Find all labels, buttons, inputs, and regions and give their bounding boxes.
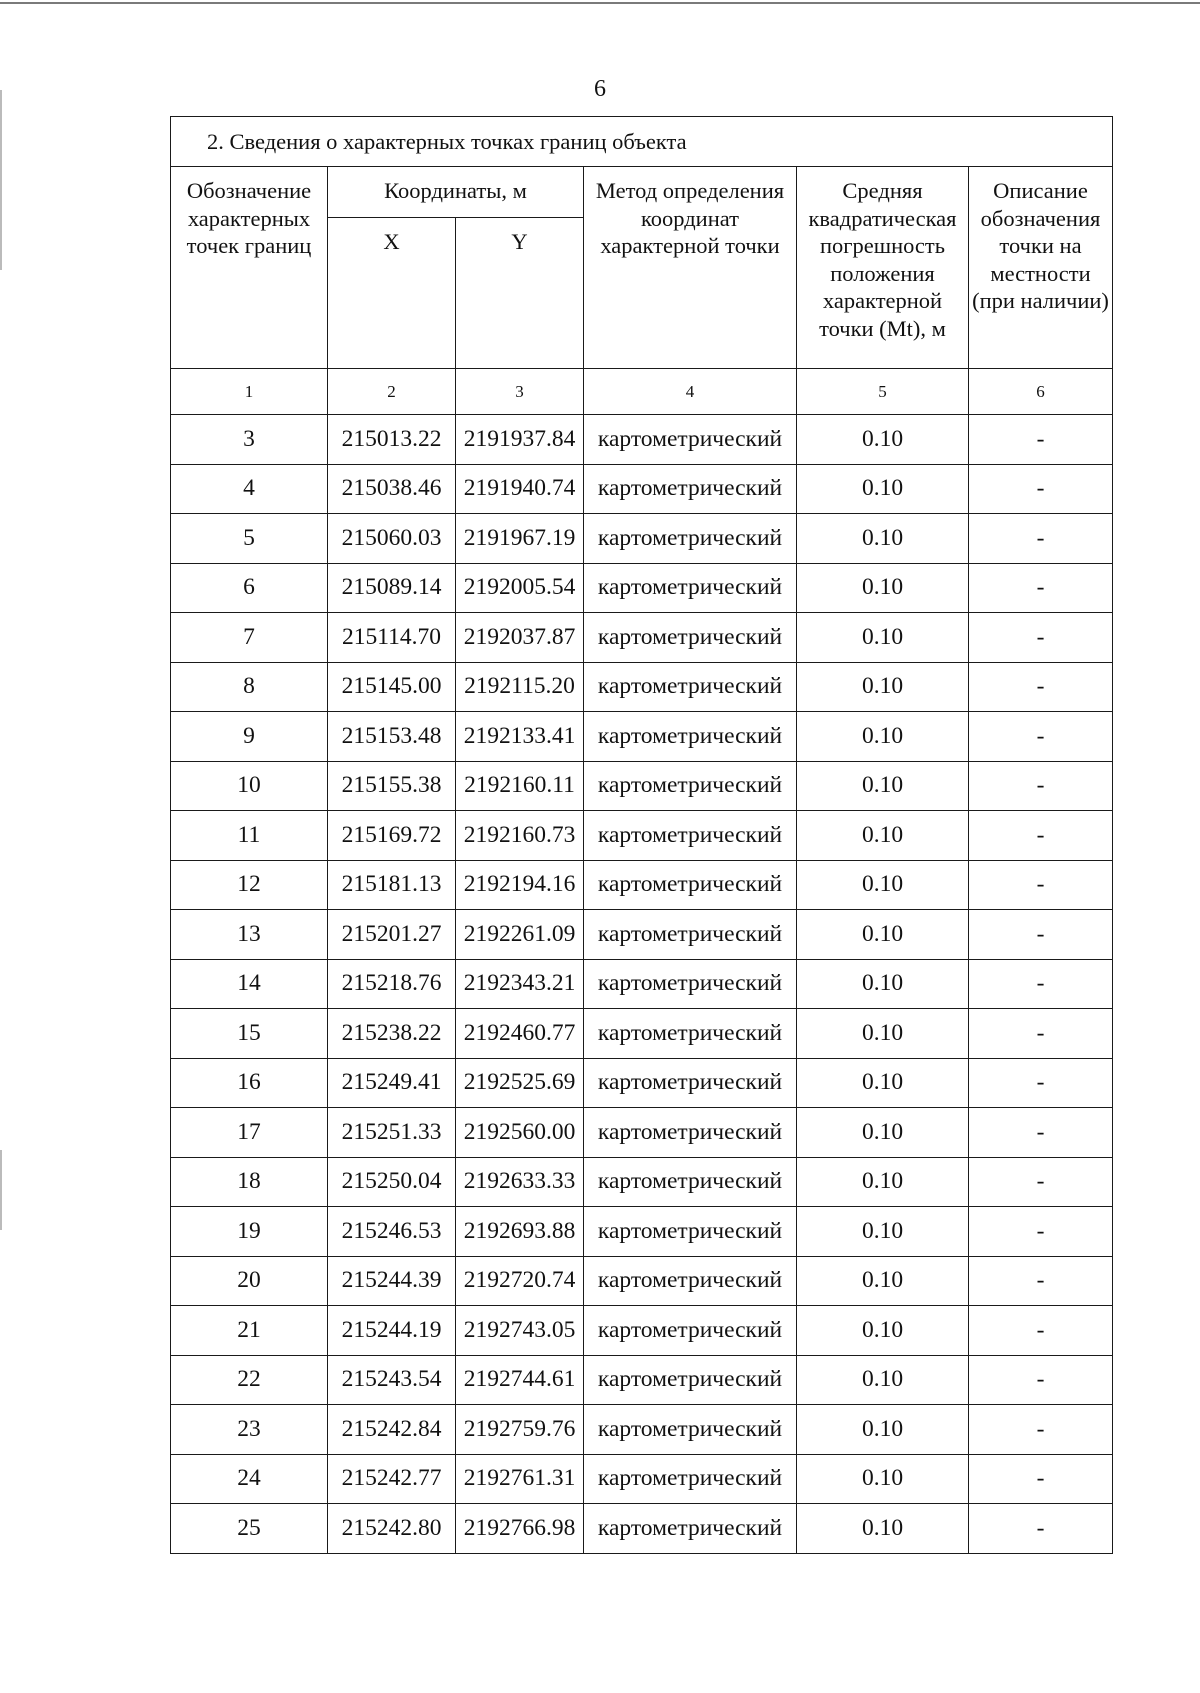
cell-method: картометрический: [584, 959, 797, 1009]
cell-x: 215238.22: [328, 1009, 456, 1059]
cell-method: картометрический: [584, 712, 797, 762]
header-coords: Координаты, м: [328, 167, 584, 218]
cell-description: -: [969, 1108, 1113, 1158]
cell-description: -: [969, 662, 1113, 712]
cell-method: картометрический: [584, 1355, 797, 1405]
cell-description: -: [969, 910, 1113, 960]
cell-method: картометрический: [584, 563, 797, 613]
cell-error: 0.10: [797, 464, 969, 514]
column-number: 1: [171, 369, 328, 415]
cell-point: 15: [171, 1009, 328, 1059]
cell-point: 14: [171, 959, 328, 1009]
cell-y: 2191940.74: [456, 464, 584, 514]
cell-point: 23: [171, 1405, 328, 1455]
table-row: [171, 1405, 1113, 1455]
cell-description: -: [969, 415, 1113, 465]
cell-x: 215013.22: [328, 415, 456, 465]
cell-description: -: [969, 1207, 1113, 1257]
cell-error: 0.10: [797, 662, 969, 712]
column-number: 6: [969, 369, 1113, 415]
cell-error: 0.10: [797, 1405, 969, 1455]
cell-method: картометрический: [584, 613, 797, 663]
cell-method: картометрический: [584, 514, 797, 564]
cell-description: -: [969, 464, 1113, 514]
cell-error: 0.10: [797, 860, 969, 910]
cell-point: 17: [171, 1108, 328, 1158]
cell-x: 215089.14: [328, 563, 456, 613]
page-number: 6: [594, 76, 606, 102]
cell-point: 3: [171, 415, 328, 465]
cell-error: 0.10: [797, 1306, 969, 1356]
section-title-row: [171, 117, 1113, 167]
cell-method: картометрический: [584, 910, 797, 960]
cell-error: 0.10: [797, 1108, 969, 1158]
cell-method: картометрический: [584, 811, 797, 861]
cell-method: картометрический: [584, 662, 797, 712]
cell-method: картометрический: [584, 1306, 797, 1356]
cell-description: -: [969, 1306, 1113, 1356]
cell-x: 215242.80: [328, 1504, 456, 1554]
cell-method: картометрический: [584, 1405, 797, 1455]
cell-error: 0.10: [797, 1207, 969, 1257]
cell-x: 215201.27: [328, 910, 456, 960]
table-row: [171, 1256, 1113, 1306]
cell-method: картометрический: [584, 1207, 797, 1257]
column-number: 5: [797, 369, 969, 415]
boundary-points-table: [170, 116, 1113, 1554]
cell-method: картометрический: [584, 1256, 797, 1306]
cell-error: 0.10: [797, 1157, 969, 1207]
table-row: [171, 662, 1113, 712]
cell-point: 12: [171, 860, 328, 910]
cell-error: 0.10: [797, 1454, 969, 1504]
header-row: [171, 167, 1113, 218]
scan-top-rule: [0, 2, 1200, 4]
cell-error: 0.10: [797, 761, 969, 811]
cell-method: картометрический: [584, 464, 797, 514]
header-point: Обозначение характерных точек границ: [171, 167, 328, 369]
table-row: [171, 1108, 1113, 1158]
cell-point: 11: [171, 811, 328, 861]
cell-y: 2192037.87: [456, 613, 584, 663]
header-error: Средняя квадратическая погрешность положения характерной точки (Mt), м: [797, 167, 969, 369]
cell-x: 215169.72: [328, 811, 456, 861]
cell-error: 0.10: [797, 1256, 969, 1306]
table-row: [171, 1058, 1113, 1108]
cell-description: -: [969, 1058, 1113, 1108]
table-row: [171, 1454, 1113, 1504]
cell-point: 20: [171, 1256, 328, 1306]
cell-point: 24: [171, 1454, 328, 1504]
table-row: [171, 563, 1113, 613]
cell-description: -: [969, 712, 1113, 762]
cell-y: 2192160.11: [456, 761, 584, 811]
cell-error: 0.10: [797, 959, 969, 1009]
cell-x: 215242.77: [328, 1454, 456, 1504]
cell-point: 18: [171, 1157, 328, 1207]
cell-y: 2192460.77: [456, 1009, 584, 1059]
cell-y: 2192115.20: [456, 662, 584, 712]
cell-x: 215242.84: [328, 1405, 456, 1455]
table-row: [171, 959, 1113, 1009]
cell-y: 2192744.61: [456, 1355, 584, 1405]
cell-error: 0.10: [797, 514, 969, 564]
cell-description: -: [969, 959, 1113, 1009]
cell-x: 215249.41: [328, 1058, 456, 1108]
cell-y: 2192133.41: [456, 712, 584, 762]
table-row: [171, 464, 1113, 514]
cell-point: 25: [171, 1504, 328, 1554]
cell-y: 2192525.69: [456, 1058, 584, 1108]
cell-method: картометрический: [584, 1108, 797, 1158]
cell-x: 215244.39: [328, 1256, 456, 1306]
cell-point: 6: [171, 563, 328, 613]
cell-y: 2192743.05: [456, 1306, 584, 1356]
cell-point: 13: [171, 910, 328, 960]
cell-y: 2192560.00: [456, 1108, 584, 1158]
cell-error: 0.10: [797, 811, 969, 861]
cell-method: картометрический: [584, 1504, 797, 1554]
column-number: 3: [456, 369, 584, 415]
cell-point: 21: [171, 1306, 328, 1356]
header-x: X: [328, 218, 456, 369]
cell-description: -: [969, 1009, 1113, 1059]
cell-point: 9: [171, 712, 328, 762]
cell-y: 2192693.88: [456, 1207, 584, 1257]
cell-method: картометрический: [584, 415, 797, 465]
cell-error: 0.10: [797, 1504, 969, 1554]
cell-y: 2192343.21: [456, 959, 584, 1009]
cell-point: 16: [171, 1058, 328, 1108]
table-row: [171, 860, 1113, 910]
cell-y: 2192759.76: [456, 1405, 584, 1455]
header-y: Y: [456, 218, 584, 369]
cell-x: 215153.48: [328, 712, 456, 762]
cell-error: 0.10: [797, 910, 969, 960]
table-row: [171, 1157, 1113, 1207]
table-row: [171, 1306, 1113, 1356]
table-row: [171, 1355, 1113, 1405]
scan-edge-mark: [0, 1150, 2, 1230]
cell-y: 2192261.09: [456, 910, 584, 960]
cell-x: 215218.76: [328, 959, 456, 1009]
cell-y: 2192720.74: [456, 1256, 584, 1306]
cell-error: 0.10: [797, 415, 969, 465]
cell-y: 2192761.31: [456, 1454, 584, 1504]
column-number-row: [171, 369, 1113, 415]
cell-point: 10: [171, 761, 328, 811]
cell-x: 215114.70: [328, 613, 456, 663]
cell-y: 2191967.19: [456, 514, 584, 564]
cell-x: 215060.03: [328, 514, 456, 564]
cell-description: -: [969, 1256, 1113, 1306]
column-number: 2: [328, 369, 456, 415]
cell-y: 2191937.84: [456, 415, 584, 465]
cell-description: -: [969, 1454, 1113, 1504]
cell-error: 0.10: [797, 712, 969, 762]
cell-x: 215145.00: [328, 662, 456, 712]
cell-point: 19: [171, 1207, 328, 1257]
cell-description: -: [969, 563, 1113, 613]
cell-y: 2192160.73: [456, 811, 584, 861]
cell-description: -: [969, 1504, 1113, 1554]
cell-method: картометрический: [584, 761, 797, 811]
cell-method: картометрический: [584, 1009, 797, 1059]
cell-error: 0.10: [797, 1009, 969, 1059]
cell-description: -: [969, 1355, 1113, 1405]
table-row: [171, 1009, 1113, 1059]
cell-x: 215038.46: [328, 464, 456, 514]
cell-description: -: [969, 514, 1113, 564]
table-row: [171, 514, 1113, 564]
cell-method: картометрический: [584, 1157, 797, 1207]
cell-description: -: [969, 1405, 1113, 1455]
cell-error: 0.10: [797, 1355, 969, 1405]
cell-point: 4: [171, 464, 328, 514]
cell-point: 5: [171, 514, 328, 564]
cell-error: 0.10: [797, 613, 969, 663]
table-row: [171, 1207, 1113, 1257]
table-row: [171, 811, 1113, 861]
section-title: 2. Сведения о характерных точках границ объекта: [171, 117, 1113, 167]
cell-method: картометрический: [584, 1058, 797, 1108]
table-body: [171, 117, 1113, 1554]
cell-description: -: [969, 761, 1113, 811]
cell-method: картометрический: [584, 860, 797, 910]
scan-edge-mark: [0, 90, 2, 270]
table-row: [171, 1504, 1113, 1554]
table-row: [171, 761, 1113, 811]
cell-description: -: [969, 811, 1113, 861]
cell-x: 215251.33: [328, 1108, 456, 1158]
table-row: [171, 712, 1113, 762]
cell-point: 7: [171, 613, 328, 663]
cell-x: 215243.54: [328, 1355, 456, 1405]
header-method: Метод определения координат характерной точки: [584, 167, 797, 369]
cell-point: 22: [171, 1355, 328, 1405]
cell-x: 215155.38: [328, 761, 456, 811]
cell-x: 215246.53: [328, 1207, 456, 1257]
table-row: [171, 910, 1113, 960]
table-row: [171, 613, 1113, 663]
cell-error: 0.10: [797, 563, 969, 613]
cell-x: 215181.13: [328, 860, 456, 910]
cell-y: 2192633.33: [456, 1157, 584, 1207]
table-row: [171, 415, 1113, 465]
cell-point: 8: [171, 662, 328, 712]
cell-y: 2192194.16: [456, 860, 584, 910]
cell-description: -: [969, 613, 1113, 663]
cell-y: 2192766.98: [456, 1504, 584, 1554]
column-number: 4: [584, 369, 797, 415]
cell-error: 0.10: [797, 1058, 969, 1108]
header-description: Описание обозначения точки на местности (при наличии): [969, 167, 1113, 369]
cell-method: картометрический: [584, 1454, 797, 1504]
cell-description: -: [969, 1157, 1113, 1207]
cell-description: -: [969, 860, 1113, 910]
cell-x: 215250.04: [328, 1157, 456, 1207]
cell-y: 2192005.54: [456, 563, 584, 613]
cell-x: 215244.19: [328, 1306, 456, 1356]
